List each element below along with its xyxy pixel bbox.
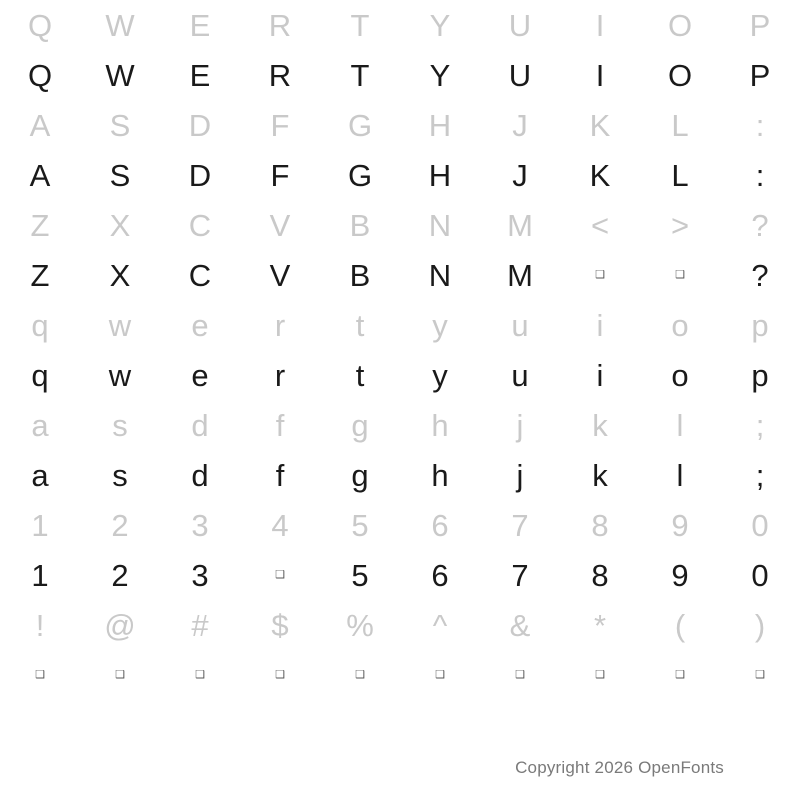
glyph-cell: y (432, 307, 448, 343)
glyph-cell: ❑ (595, 668, 605, 681)
glyph-cell: S (109, 107, 131, 143)
glyph-cell: l (676, 457, 684, 493)
glyph-cell: g (351, 407, 369, 443)
glyph-cell: ; (755, 457, 765, 493)
glyph-cell: B (349, 207, 371, 243)
glyph-cell: w (108, 357, 132, 393)
glyph-cell: J (512, 107, 528, 143)
glyph-cell: ❑ (435, 668, 445, 681)
glyph-cell: H (428, 157, 452, 193)
glyph-cell: 5 (351, 557, 369, 593)
glyph-cell: i (596, 307, 604, 343)
glyph-cell: q (31, 357, 49, 393)
glyph-cell: D (188, 107, 212, 143)
glyph-cell: ( (674, 607, 686, 643)
glyph-cell: > (670, 207, 690, 243)
glyph-cell: E (189, 7, 211, 43)
glyph-cell: : (755, 107, 765, 143)
glyph-cell: F (270, 107, 290, 143)
glyph-cell: C (188, 207, 212, 243)
glyph-cell: Z (30, 257, 50, 293)
glyph-cell: O (667, 57, 693, 93)
glyph-cell: ❑ (515, 668, 525, 681)
glyph-cell: W (105, 57, 135, 93)
glyph-cell: I (595, 7, 605, 43)
glyph-cell: y (432, 357, 448, 393)
glyph-cell: W (105, 7, 135, 43)
glyph-cell: Y (429, 57, 451, 93)
glyph-cell: ❑ (755, 668, 765, 681)
glyph-cell: 9 (671, 557, 689, 593)
glyph-cell: E (189, 57, 211, 93)
glyph-cell: ❑ (195, 668, 205, 681)
glyph-cell: X (109, 257, 131, 293)
glyph-cell: r (274, 307, 286, 343)
glyph-cell: Q (27, 7, 53, 43)
glyph-cell: S (109, 157, 131, 193)
glyph-cell: ^ (432, 607, 448, 643)
glyph-cell: h (431, 457, 449, 493)
glyph-cell: ❑ (35, 668, 45, 681)
glyph-cell: G (347, 107, 373, 143)
glyph-cell: 6 (431, 557, 449, 593)
glyph-cell: M (507, 207, 533, 243)
glyph-cell: $ (271, 607, 289, 643)
glyph-cell: ❑ (675, 668, 685, 681)
glyph-cell: * (593, 607, 607, 643)
glyph-cell: u (511, 357, 529, 393)
glyph-cell: t (355, 307, 365, 343)
glyph-cell: R (268, 57, 292, 93)
glyph-cell: d (191, 457, 209, 493)
glyph-cell: H (428, 107, 452, 143)
glyph-cell: @ (104, 607, 136, 643)
glyph-cell: P (749, 7, 771, 43)
glyph-cell: ❑ (675, 268, 685, 281)
glyph-cell: 2 (111, 507, 129, 543)
glyph-cell: ❑ (275, 668, 285, 681)
glyph-cell: A (29, 107, 51, 143)
glyph-cell: ❑ (115, 668, 125, 681)
glyph-cell: 6 (431, 507, 449, 543)
glyph-cell: 0 (751, 507, 769, 543)
glyph-cell: 7 (511, 557, 529, 593)
glyph-cell: h (431, 407, 449, 443)
glyph-cell: a (31, 407, 49, 443)
copyright-notice: Copyright 2026 OpenFonts (515, 758, 724, 777)
glyph-cell: o (671, 357, 689, 393)
glyph-cell: F (270, 157, 290, 193)
glyph-cell: 3 (191, 507, 209, 543)
glyph-cell: # (191, 607, 209, 643)
glyph-cell: O (667, 7, 693, 43)
glyph-cell: ❑ (355, 668, 365, 681)
glyph-cell: e (191, 307, 209, 343)
glyph-cell: 8 (591, 557, 609, 593)
glyph-cell: e (191, 357, 209, 393)
glyph-cell: % (346, 607, 374, 643)
glyph-cell: R (268, 7, 292, 43)
glyph-cell: a (31, 457, 49, 493)
glyph-cell: u (511, 307, 529, 343)
glyph-cell: w (108, 307, 132, 343)
glyph-cell: L (671, 107, 689, 143)
glyph-cell: o (671, 307, 689, 343)
glyph-cell: L (671, 157, 689, 193)
glyph-cell: T (350, 57, 370, 93)
glyph-cell: 9 (671, 507, 689, 543)
glyph-cell: I (595, 57, 605, 93)
glyph-cell: g (351, 457, 369, 493)
glyph-cell: M (507, 257, 533, 293)
glyph-cell: K (589, 107, 611, 143)
glyph-cell: f (275, 457, 285, 493)
glyph-cell: K (589, 157, 611, 193)
glyph-cell: < (590, 207, 610, 243)
glyph-cell: ) (754, 607, 766, 643)
glyph-cell: G (347, 157, 373, 193)
glyph-cell: P (749, 57, 771, 93)
glyph-cell: Q (27, 57, 53, 93)
glyph-cell: i (596, 357, 604, 393)
glyph-cell: r (274, 357, 286, 393)
glyph-cell: ❑ (595, 268, 605, 281)
glyph-cell: A (29, 157, 51, 193)
glyph-cell: 4 (271, 507, 289, 543)
glyph-cell: 0 (751, 557, 769, 593)
glyph-cell: : (755, 157, 765, 193)
glyph-cell: X (109, 207, 131, 243)
glyph-cell: p (751, 307, 769, 343)
glyph-cell: V (269, 207, 291, 243)
glyph-cell: 8 (591, 507, 609, 543)
glyph-cell: D (188, 157, 212, 193)
glyph-cell: 7 (511, 507, 529, 543)
glyph-cell: J (512, 157, 528, 193)
glyph-cell: j (516, 457, 524, 493)
glyph-cell: V (269, 257, 291, 293)
glyph-cell: s (112, 457, 128, 493)
glyph-cell: ? (751, 207, 769, 243)
glyph-cell: k (592, 457, 608, 493)
glyph-cell: s (112, 407, 128, 443)
glyph-cell: ! (35, 607, 45, 643)
glyph-cell: N (428, 207, 452, 243)
glyph-cell: U (508, 7, 532, 43)
glyph-cell: k (592, 407, 608, 443)
glyph-cell: 1 (31, 557, 49, 593)
glyph-cell: Z (30, 207, 50, 243)
glyph-cell: q (31, 307, 49, 343)
glyph-cell: 5 (351, 507, 369, 543)
glyph-cell: 3 (191, 557, 209, 593)
glyph-cell: U (508, 57, 532, 93)
glyph-cell: 2 (111, 557, 129, 593)
glyph-cell: ❑ (275, 568, 285, 581)
glyph-cell: j (516, 407, 524, 443)
glyph-cell: B (349, 257, 371, 293)
glyph-cell: ? (751, 257, 769, 293)
glyph-cell: & (509, 607, 531, 643)
glyph-cell: l (676, 407, 684, 443)
glyph-cell: N (428, 257, 452, 293)
glyph-cell: p (751, 357, 769, 393)
glyph-cell: t (355, 357, 365, 393)
glyph-cell: ; (755, 407, 765, 443)
glyph-cell: T (350, 7, 370, 43)
glyph-cell: Y (429, 7, 451, 43)
glyph-cell: C (188, 257, 212, 293)
glyph-cell: f (275, 407, 285, 443)
glyph-cell: d (191, 407, 209, 443)
glyph-cell: 1 (31, 507, 49, 543)
